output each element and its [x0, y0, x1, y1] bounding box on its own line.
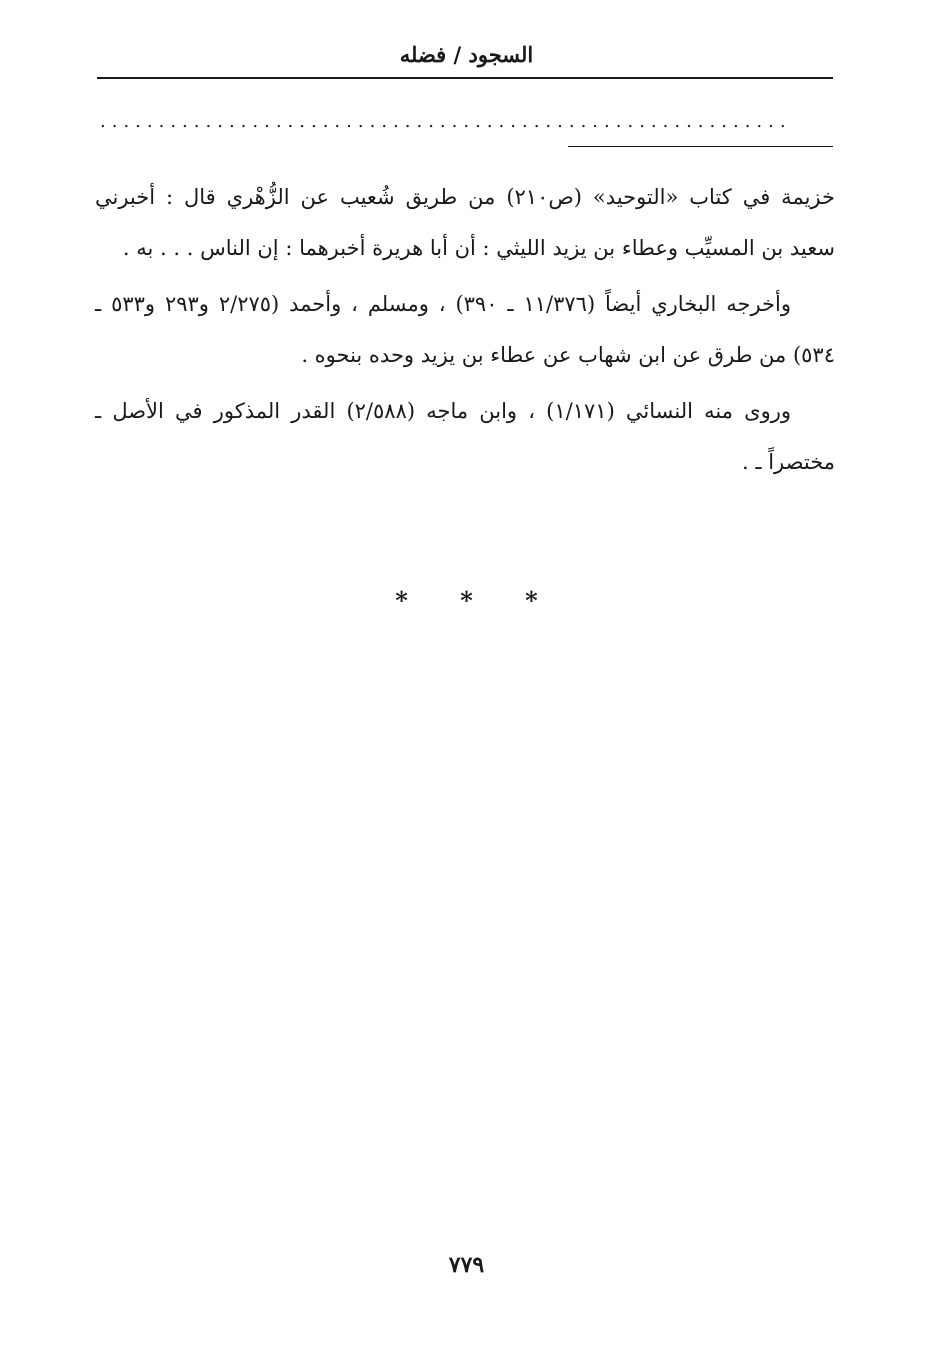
header-rule	[97, 77, 833, 79]
footnote-paragraph: خزيمة في كتاب «التوحيد» (ص٢١٠) من طريق شُعيب عن الزُّهْري قال : أخبرني سعيد بن المسيِّب وعطاء بن يزيد الليثي : أن أبا هريرة أخبرهما : إن الناس . . . به .	[95, 185, 835, 260]
footnote-dotted-separator: ...........................................................	[100, 112, 792, 132]
section-ornament	[0, 586, 933, 615]
footnote-paragraph: وروى منه النسائي (١/١٧١) ، وابن ماجه (٢/٥٨٨) القدر المذكور في الأصل ـ مختصراً ـ .	[95, 399, 835, 474]
footnote-rule	[568, 146, 833, 147]
asterisk-ornament: *	[395, 586, 408, 615]
page-number: ٧٧٩	[448, 1252, 485, 1278]
page-header-title: السجود / فضله	[399, 42, 534, 67]
footnote-paragraph: وأخرجه البخاري أيضاً (١١/٣٧٦ ـ ٣٩٠) ، ومسلم ، وأحمد (٢/٢٧٥ و٢٩٣ و٥٣٣ ـ ٥٣٤) من طرق عن ابن شهاب عن عطاء بن يزيد وحده بنحوه .	[95, 292, 835, 367]
asterisk-ornament: *	[460, 586, 473, 615]
footnote-text-block	[95, 172, 835, 493]
asterisk-ornament: *	[525, 586, 538, 615]
